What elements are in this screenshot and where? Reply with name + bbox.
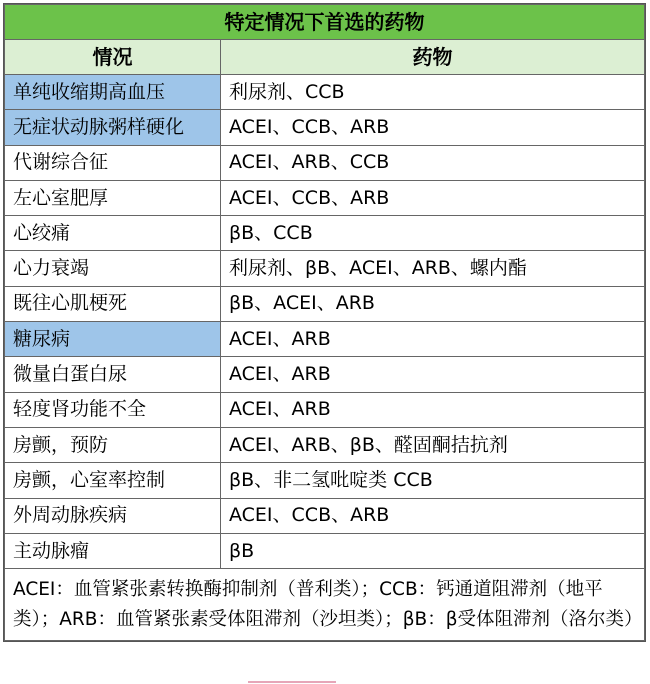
drug-table-container <box>3 3 646 642</box>
header-condition: 情况 <box>5 40 221 75</box>
drug-cell: βB、CCB <box>221 216 645 251</box>
condition-cell: 轻度肾功能不全 <box>5 392 221 427</box>
table-row <box>5 498 645 533</box>
table-row <box>5 392 645 427</box>
drug-cell: 利尿剂、CCB <box>221 75 645 110</box>
table-row <box>5 322 645 357</box>
table-row <box>5 533 645 568</box>
drug-cell: ACEI、ARB <box>221 322 645 357</box>
table-header-row <box>5 40 645 75</box>
drug-cell: βB <box>221 533 645 568</box>
table-row <box>5 110 645 145</box>
table-row <box>5 286 645 321</box>
bottom-divider-mark <box>248 681 336 683</box>
table-row <box>5 251 645 286</box>
condition-cell: 主动脉瘤 <box>5 533 221 568</box>
footnote-row <box>5 569 645 641</box>
drug-cell: 利尿剂、βB、ACEI、ARB、螺内酯 <box>221 251 645 286</box>
condition-cell: 微量白蛋白尿 <box>5 357 221 392</box>
table-row <box>5 216 645 251</box>
condition-cell: 心绞痛 <box>5 216 221 251</box>
table-row <box>5 427 645 462</box>
drug-cell: ACEI、CCB、ARB <box>221 180 645 215</box>
drug-cell: ACEI、ARB <box>221 357 645 392</box>
condition-cell: 房颤，心室率控制 <box>5 463 221 498</box>
condition-cell: 心力衰竭 <box>5 251 221 286</box>
condition-cell: 房颤，预防 <box>5 427 221 462</box>
condition-cell: 无症状动脉粥样硬化 <box>5 110 221 145</box>
condition-cell: 左心室肥厚 <box>5 180 221 215</box>
drug-table <box>4 4 645 641</box>
condition-cell: 外周动脉疾病 <box>5 498 221 533</box>
table-row <box>5 357 645 392</box>
table-row <box>5 180 645 215</box>
condition-cell: 代谢综合征 <box>5 145 221 180</box>
drug-cell: ACEI、ARB、βB、醛固酮拮抗剂 <box>221 427 645 462</box>
footnote: ACEI：血管紧张素转换酶抑制剂（普利类）；CCB：钙通道阻滞剂（地平类）；ARB：血管紧张素受体阻滞剂（沙坦类）；βB：β受体阻滞剂（洛尔类） <box>5 569 645 641</box>
drug-cell: ACEI、CCB、ARB <box>221 498 645 533</box>
drug-cell: ACEI、CCB、ARB <box>221 110 645 145</box>
drug-cell: βB、非二氢吡啶类 CCB <box>221 463 645 498</box>
drug-cell: ACEI、ARB <box>221 392 645 427</box>
table-title-row <box>5 5 645 40</box>
condition-cell: 糖尿病 <box>5 322 221 357</box>
table-title: 特定情况下首选的药物 <box>5 5 645 40</box>
table-row <box>5 145 645 180</box>
table-row <box>5 463 645 498</box>
condition-cell: 单纯收缩期高血压 <box>5 75 221 110</box>
header-drug: 药物 <box>221 40 645 75</box>
condition-cell: 既往心肌梗死 <box>5 286 221 321</box>
table-row <box>5 75 645 110</box>
drug-cell: βB、ACEI、ARB <box>221 286 645 321</box>
drug-cell: ACEI、ARB、CCB <box>221 145 645 180</box>
table-body <box>5 75 645 569</box>
